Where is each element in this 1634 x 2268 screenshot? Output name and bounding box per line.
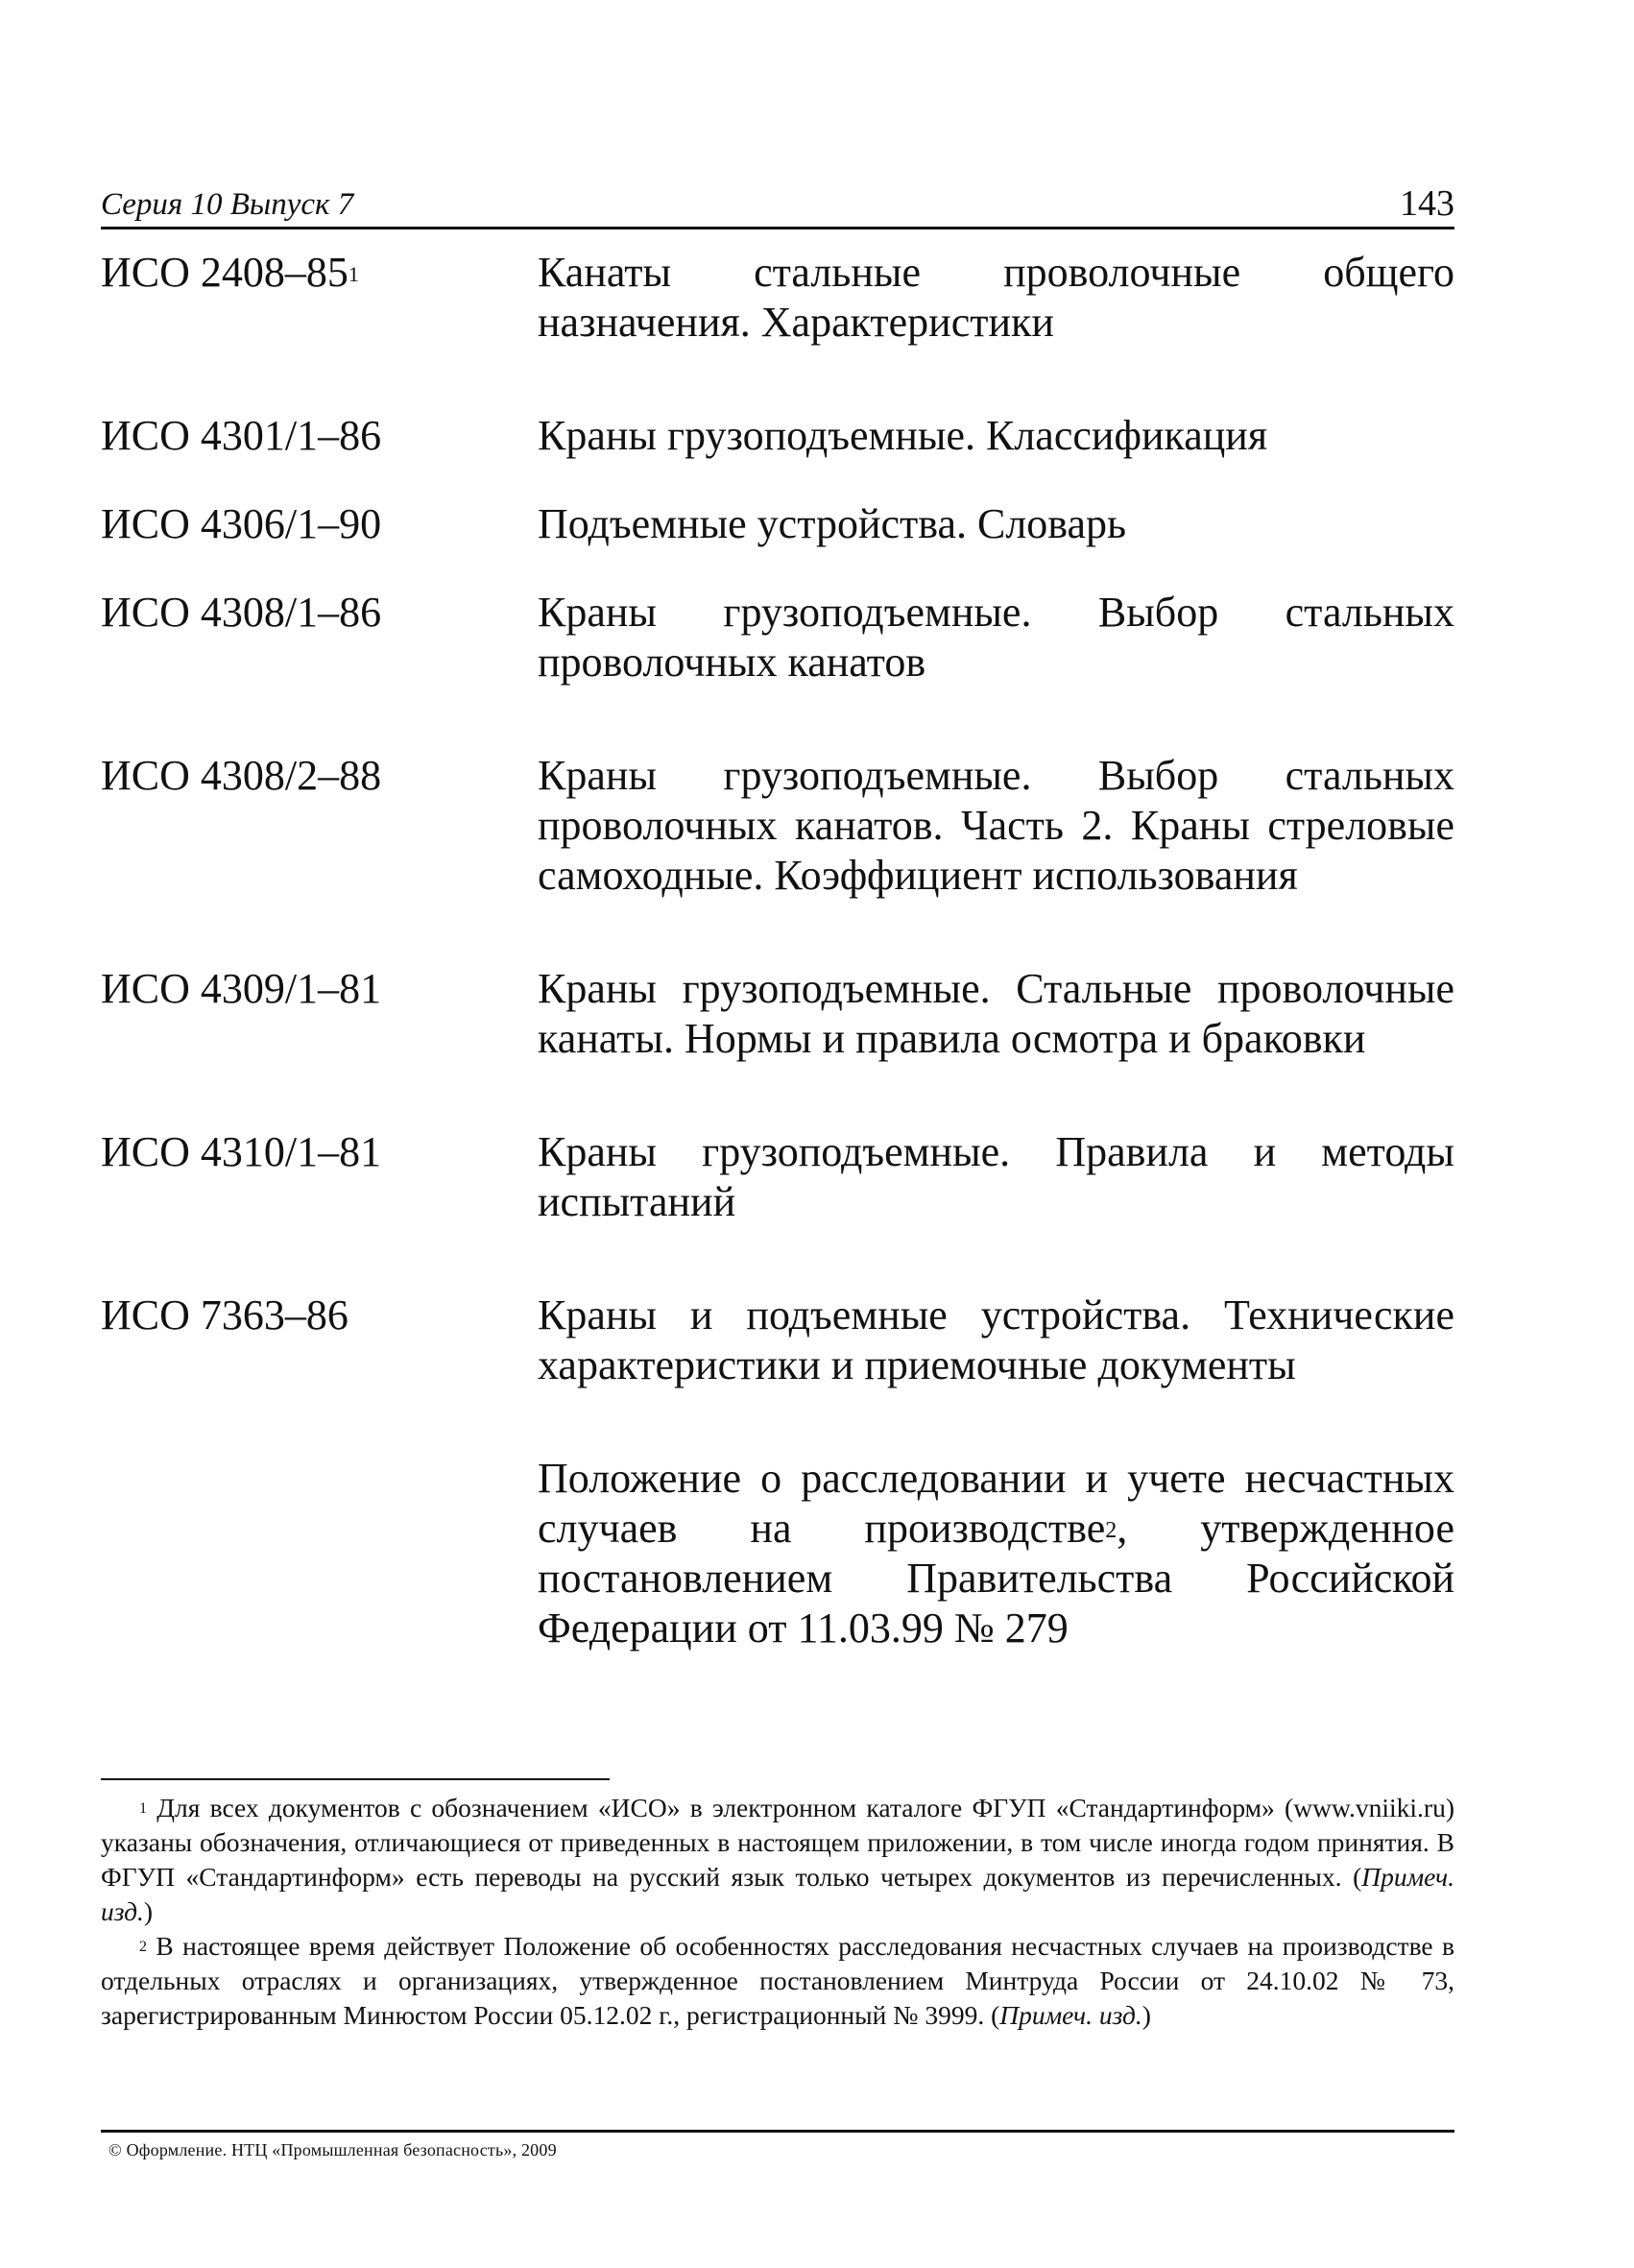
standard-row bbox=[101, 588, 1454, 688]
footnote-mark: 2 bbox=[139, 1939, 147, 1955]
running-header bbox=[101, 181, 1454, 229]
standard-row bbox=[101, 1291, 1454, 1390]
standard-code: ИСО 4310/1–81 bbox=[101, 1128, 382, 1175]
footnote-mark: 1 bbox=[139, 1800, 147, 1817]
standard-title: Краны грузоподъемные. Стальные проволочные канаты. Нормы и правила осмотра и браковки bbox=[538, 965, 1454, 1062]
standard-row bbox=[101, 411, 1454, 461]
footnote-1: $^1$ Для всех документов с обозначением «ИСО» в электронном каталоге ФГУП «Стандартинформ» (www.vniiki.ru) указаны обозначения, отличающиеся от приведенных в настоящем приложении, в том числе иногда годом принятия. В ФГУП «Стандартинформ» есть переводы на русский язык только четырех документов из перечисленных. (Примеч. изд.) bbox=[101, 1793, 1454, 1926]
standard-code: ИСО 4308/2–88 bbox=[101, 752, 382, 799]
standard-title: Краны грузоподъемные. Классификация bbox=[538, 412, 1268, 459]
series-label: Серия 10 Выпуск 7 bbox=[101, 187, 354, 222]
standard-row bbox=[101, 1454, 1454, 1653]
standard-title: Подъемные устройства. Словарь bbox=[538, 500, 1127, 547]
standard-row bbox=[101, 499, 1454, 549]
standard-title: Положение о расследовании и учете несчастных случаев на производстве$^2$, утвержденное постановлением Правительства Российской Федерации от 11.03.99 № 279 bbox=[538, 1455, 1454, 1652]
footnote-separator bbox=[101, 1778, 610, 1780]
footnote-2: $^2$ В настоящее время действует Положение об особенностях расследования несчастных случаев на производстве в отдельных отраслях и организациях, утвержденное постановлением Минтруда России от 24.10.02 № 73, зарегистрированным Минюстом России 05.12.02 г., регистрационный № 3999. (Примеч. изд.) bbox=[101, 1931, 1455, 2030]
standard-title: Краны грузоподъемные. Выбор стальных проволочных канатов bbox=[538, 589, 1454, 686]
standards-list bbox=[101, 248, 1454, 1653]
document-page bbox=[101, 0, 1454, 2268]
copyright-notice: © Оформление. НТЦ «Промышленная безопасность», 2009 bbox=[108, 2140, 557, 2159]
page-number: 143 bbox=[1400, 183, 1454, 224]
footnote-ref: 2 bbox=[1105, 1518, 1117, 1543]
standard-title: Краны и подъемные устройства. Технические характеристики и приемочные документы bbox=[538, 1291, 1454, 1388]
standard-row bbox=[101, 1127, 1454, 1227]
standard-title: Краны грузоподъемные. Правила и методы испытаний bbox=[538, 1128, 1454, 1225]
standard-code: ИСО $2408-85^1$ bbox=[101, 249, 359, 296]
footnote-ref: 1 bbox=[348, 262, 359, 286]
standard-row bbox=[101, 248, 1454, 348]
standard-code: ИСО 4306/1–90 bbox=[101, 500, 382, 547]
footnotes bbox=[101, 1791, 1454, 2033]
standard-row bbox=[101, 964, 1454, 1064]
standard-code: ИСО 4309/1–81 bbox=[101, 965, 382, 1012]
standard-code: ИСО 7363–86 bbox=[101, 1291, 348, 1339]
standard-title: Канаты стальные проволочные общего назначения. Характеристики bbox=[538, 249, 1454, 346]
standard-code: ИСО 4301/1–86 bbox=[101, 412, 382, 459]
bottom-rule bbox=[101, 2130, 1454, 2133]
standard-title: Краны грузоподъемные. Выбор стальных проволочных канатов. Часть 2. Краны стреловые самоходные. Коэффициент использования bbox=[538, 752, 1454, 899]
standard-row bbox=[101, 751, 1454, 901]
standard-code: ИСО 4308/1–86 bbox=[101, 589, 382, 636]
